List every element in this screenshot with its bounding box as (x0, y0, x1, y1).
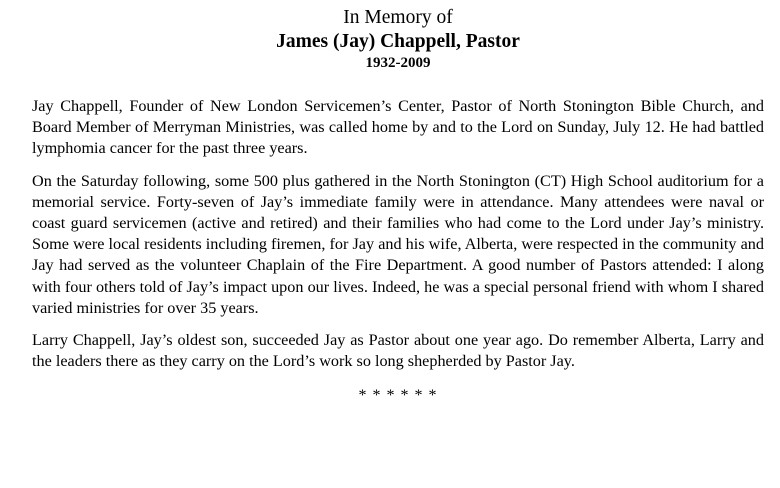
life-years: 1932-2009 (365, 55, 431, 71)
memorial-notice (32, 6, 764, 406)
pastor-name: James (Jay) Chappell, Pastor (276, 31, 520, 52)
paragraph-3: Larry Chappell, Jay’s oldest son, succeeded Jay as Pastor about one year ago. Do remember Alberta, Larry and the leaders there as they carry on the Lord’s work so long shepherded by Pastor Jay. (32, 331, 764, 371)
in-memory-line: In Memory of (343, 7, 453, 28)
paragraph-2: On the Saturday following, some 500 plus gathered in the North Stonington (CT) High School auditorium for a memorial service. Forty-seven of Jay’s immediate family were in attendance. Many attendees were naval or coast guard servicemen (active and retired) and their families who had come to the Lord under Jay’s ministry. Some were local residents including firemen, for Jay and his wife, Alberta, were respected in the community and Jay had served as the volunteer Chaplain of the Fire Department. A good number of Pastors attended: I along with four others told of Jay’s impact upon our lives. Indeed, he was a special personal friend with whom I shared varied ministries for over 35 years. (32, 171, 764, 317)
paragraph-1: Jay Chappell, Founder of New London Servicemen’s Center, Pastor of North Stonington Bible Church, and Board Member of Merryman Ministries, was called home by and to the Lord on Sunday, July 12. He had battled lymphomia cancer for the past three years. (32, 97, 764, 158)
heading-block (32, 6, 764, 73)
closing-asterisks: * * * * * * (358, 387, 438, 405)
